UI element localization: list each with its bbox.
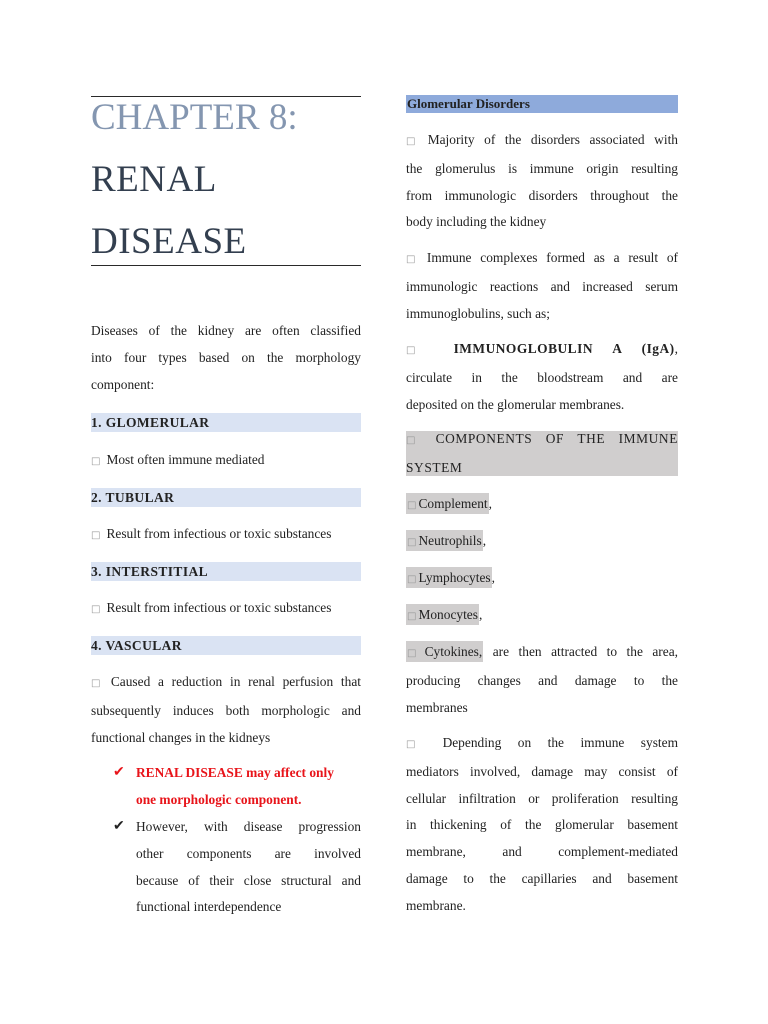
item-neutrophils: □ Neutrophils,	[406, 530, 486, 554]
bullet-box-icon: □	[91, 678, 105, 689]
paragraph-depending	[406, 730, 678, 920]
section-heading-interstitial	[91, 562, 361, 581]
section-heading-text: 1. GLOMERULAR	[91, 415, 210, 430]
section-heading-glomerular	[91, 413, 361, 432]
intro-paragraph	[91, 318, 361, 398]
iga-bold: IMMUNOGLOBULIN A (IgA)	[453, 341, 675, 356]
item-text: Neutrophils	[418, 533, 482, 548]
text-line: membrane.	[406, 897, 466, 913]
section-text-line: Most often immune mediated	[106, 452, 265, 467]
text-line: cellular infiltration or proliferation resulting	[406, 790, 678, 806]
text-line: SYSTEM	[406, 459, 463, 475]
section-text-line: Result from infectious or toxic substances	[106, 526, 332, 541]
section-text	[91, 595, 361, 624]
text-line: mediators involved, damage may consist of	[406, 763, 678, 779]
section-text	[91, 521, 361, 550]
item-monocytes: □ Monocytes,	[406, 604, 482, 628]
text-line: are then attracted to the area,	[492, 644, 678, 659]
item-lymphocytes: □ Lymphocytes,	[406, 567, 495, 591]
text-line: the glomerulus is immune origin resulting	[406, 160, 678, 176]
bullet-box-icon: □	[407, 537, 417, 548]
bullet-box-icon: □	[91, 604, 101, 615]
text-line: membrane, and complement-mediated	[406, 844, 678, 860]
section-heading-vascular	[91, 636, 361, 655]
chapter-label: CHAPTER 8:	[91, 97, 298, 138]
text-line: producing changes and damage to the	[406, 672, 678, 688]
paragraph-immune-complexes	[406, 245, 678, 327]
text-line: COMPONENTS OF THE IMMUNE	[435, 431, 678, 446]
bullet-box-icon: □	[406, 254, 421, 265]
section-text	[91, 447, 361, 476]
check-line: However, with disease progression	[136, 819, 361, 834]
components-heading	[406, 426, 678, 482]
text-line: membranes	[406, 699, 468, 715]
section-heading-text: 2. TUBULAR	[91, 490, 175, 505]
item-text: Complement	[418, 496, 488, 511]
text-line: circulate in the bloodstream and are	[406, 369, 678, 385]
paragraph-cytokines	[406, 639, 678, 721]
check-line: other components are involved	[136, 845, 361, 861]
item-complement: □ Complement,	[406, 493, 492, 517]
bullet-box-icon: □	[406, 435, 426, 446]
check-line: functional interdependence	[136, 899, 282, 915]
bottom-rule	[91, 265, 361, 266]
section-heading-text: 3. INTERSTITIAL	[91, 564, 209, 579]
text-line: in thickening of the glomerular basement	[406, 817, 678, 833]
bullet-box-icon: □	[406, 345, 432, 356]
text-line: immunologic reactions and increased serum	[406, 278, 678, 294]
check-line: one morphologic component.	[136, 791, 302, 807]
paragraph-iga	[406, 336, 678, 418]
cytokines-highlight	[406, 641, 483, 662]
text-line: deposited on the glomerular membranes.	[406, 396, 625, 412]
check-item	[136, 814, 361, 921]
bullet-box-icon: □	[407, 574, 417, 585]
bullet-box-icon: □	[406, 136, 422, 147]
text-line: body including the kidney	[406, 214, 547, 230]
bullet-box-icon: □	[406, 739, 429, 750]
check-line: RENAL DISEASE may affect only	[136, 765, 334, 780]
item-text: Monocytes	[418, 607, 478, 622]
text-line: Majority of the disorders associated with	[427, 132, 678, 147]
section-text-line: Caused a reduction in renal perfusion that	[110, 674, 361, 689]
intro-line: component:	[91, 376, 155, 392]
bullet-box-icon: □	[91, 530, 101, 541]
checkmark-icon: ✔	[113, 765, 125, 780]
section-text-line: subsequently induces both morphologic and	[91, 702, 361, 718]
text-line: damage to the capillaries and basement	[406, 870, 678, 886]
cytokines-label: Cytokines,	[424, 644, 483, 659]
text-line: from immunologic disorders throughout the	[406, 187, 678, 203]
intro-line: into four types based on the morphology	[91, 349, 361, 365]
paragraph-majority	[406, 127, 678, 236]
bullet-box-icon: □	[407, 611, 417, 622]
text-line: ,	[674, 341, 678, 356]
checkmark-icon: ✔	[113, 819, 125, 834]
section-text	[91, 669, 361, 751]
check-item-red	[136, 760, 361, 814]
text-line: Depending on the immune system	[442, 735, 678, 750]
section-text-line: functional changes in the kidneys	[91, 729, 271, 745]
bullet-box-icon: □	[91, 456, 101, 467]
text-line: Immune complexes formed as a result of	[426, 250, 678, 265]
heading-text: Glomerular Disorders	[407, 96, 530, 111]
section-text-line: Result from infectious or toxic substances	[106, 600, 332, 615]
title-line-2: DISEASE	[91, 221, 247, 262]
check-line: because of their close structural and	[136, 872, 361, 888]
bullet-box-icon: □	[407, 500, 417, 511]
item-text: Lymphocytes	[418, 570, 491, 585]
section-heading-text: 4. VASCULAR	[91, 638, 182, 653]
glomerular-disorders-heading	[406, 95, 678, 113]
title-line-1: RENAL	[91, 159, 217, 200]
bullet-box-icon: □	[407, 648, 423, 659]
text-line: immunoglobulins, such as;	[406, 305, 550, 321]
section-heading-tubular	[91, 488, 361, 507]
intro-line: Diseases of the kidney are often classified	[91, 323, 361, 338]
